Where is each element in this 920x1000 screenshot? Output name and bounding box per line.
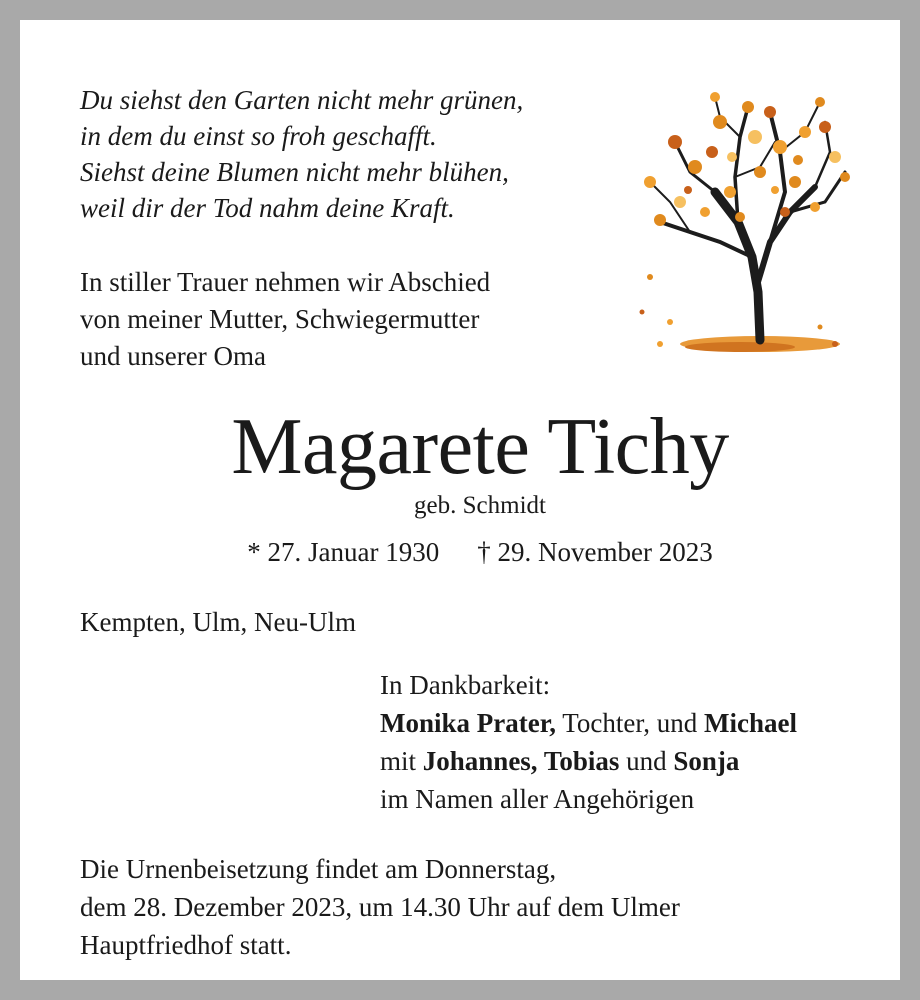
signer-text: und: [619, 746, 674, 776]
burial-line: Hauptfriedhof statt.: [80, 930, 292, 960]
intro-text: [80, 264, 490, 375]
signers: [380, 666, 797, 818]
life-dates: [20, 534, 920, 570]
burial-line: Die Urnenbeisetzung findet am Donnerstag,: [80, 854, 557, 884]
signer-name: Johannes, Tobias: [422, 746, 620, 776]
signer-text: Tochter, und: [555, 708, 704, 738]
autumn-tree-icon: [620, 82, 860, 362]
burial-notice: [80, 850, 680, 964]
deceased-name: Magarete Tichy: [231, 403, 729, 491]
signers-heading: In Dankbarkeit:: [380, 670, 551, 700]
signers-line: [380, 704, 797, 742]
poem-line: Du siehst den Garten nicht mehr grünen,: [80, 85, 524, 115]
poem-line: weil dir der Tod nahm deine Kraft.: [80, 193, 455, 223]
signer-text: mit: [380, 746, 423, 776]
poem-line: Siehst deine Blumen nicht mehr blühen,: [80, 157, 509, 187]
birth-date: * 27. Januar 1930: [247, 537, 440, 567]
tree-trunk: [650, 97, 845, 340]
death-date: † 29. November 2023: [477, 537, 713, 567]
tree-leaves: [644, 92, 850, 226]
intro-line: von meiner Mutter, Schwiegermutter: [80, 304, 480, 334]
intro-line: In stiller Trauer nehmen wir Abschied: [80, 267, 491, 297]
maiden-name: geb. Schmidt: [414, 492, 546, 519]
poem: [80, 82, 523, 226]
signer-name: Michael: [703, 708, 797, 738]
signer-name: Sonja: [673, 746, 740, 776]
poem-line: in dem du einst so froh geschafft.: [80, 121, 437, 151]
places: Kempten, Ulm, Neu-Ulm: [80, 607, 356, 637]
burial-line: dem 28. Dezember 2023, um 14.30 Uhr auf dem Ulmer: [80, 892, 680, 922]
intro-line: und unserer Oma: [80, 341, 266, 371]
signers-line: [380, 742, 797, 780]
fallen-leaves: [640, 274, 841, 352]
signers-closing: im Namen aller Angehörigen: [380, 784, 695, 814]
signer-name: Monika Prater,: [380, 708, 556, 738]
